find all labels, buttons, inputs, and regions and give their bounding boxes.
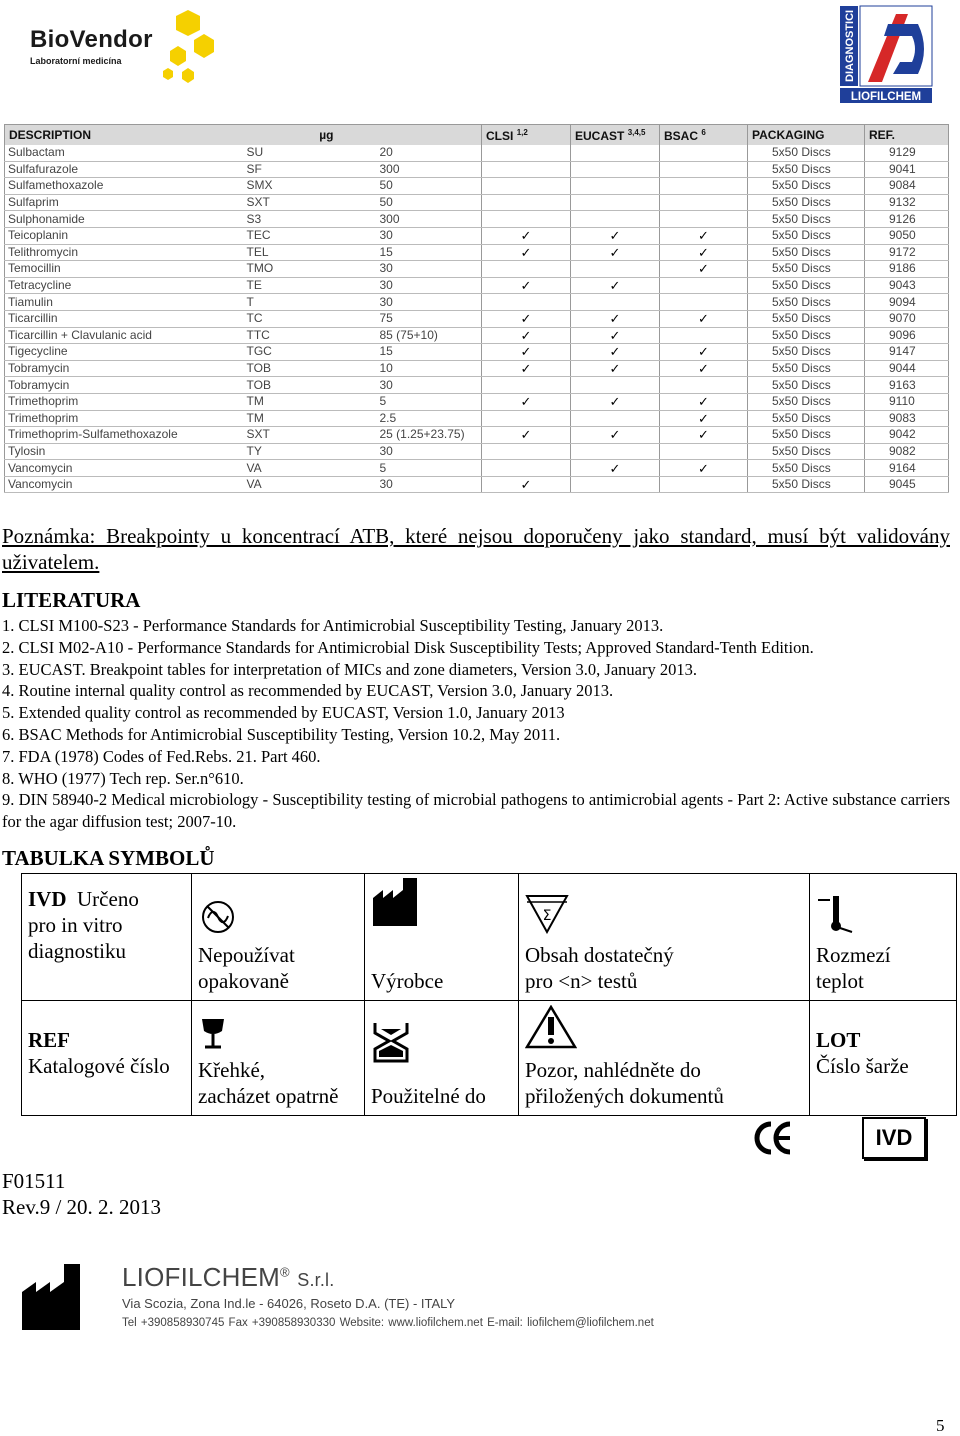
clsi-check: ✓ <box>482 327 571 344</box>
col-eucast: EUCAST $^{3,4,5}$ <box>571 125 660 146</box>
table-row <box>5 244 949 261</box>
eucast-check: ✓ <box>571 460 660 477</box>
product-name: Temocillin <box>5 261 241 278</box>
eucast-check <box>571 261 660 278</box>
literature-item: 6. BSAC Methods for Antimicrobial Susceptibility Testing, Version 10.2, May 2011. <box>2 724 561 744</box>
ref-number: 9045 <box>865 476 949 493</box>
warning-triangle-icon <box>525 1005 577 1049</box>
footer-company: LIOFILCHEM® S.r.l. <box>122 1262 335 1292</box>
product-name: Sulbactam <box>5 145 241 161</box>
product-ug: 75 <box>354 310 482 327</box>
literature-item: 2. CLSI M02-A10 - Performance Standards for Antimicrobial Disk Susceptibility Tests; Approved Standard-Tenth Edition. <box>2 637 814 657</box>
packaging: 5x50 Discs <box>748 277 865 294</box>
bsac-check: ✓ <box>660 227 748 244</box>
literature-item: 9. DIN 58940-2 Medical microbiology - Susceptibility testing of microbial pathogens to antimicrobial agents - Part 2: Active substance carriers for the agar diffusion test; 2007-10. <box>2 790 950 832</box>
table-row <box>5 360 949 377</box>
product-code: S3 <box>241 211 354 228</box>
clsi-check <box>482 178 571 195</box>
ref-number: 9132 <box>865 194 949 211</box>
ref-number: 9042 <box>865 427 949 444</box>
product-name: Sulfafurazole <box>5 161 241 178</box>
eucast-check <box>571 443 660 460</box>
product-name: Sulfaprim <box>5 194 241 211</box>
table-row <box>5 443 949 460</box>
bsac-check <box>660 294 748 311</box>
product-code: TM <box>241 393 354 410</box>
symbols-table <box>21 873 957 1116</box>
packaging: 5x50 Discs <box>748 227 865 244</box>
product-name: Telithromycin <box>5 244 241 261</box>
eucast-check <box>571 377 660 394</box>
product-ug: 30 <box>354 294 482 311</box>
bsac-check: ✓ <box>660 410 748 427</box>
col-ug: µg <box>241 125 354 146</box>
packaging: 5x50 Discs <box>748 460 865 477</box>
product-ug: 15 <box>354 344 482 361</box>
table-header-row <box>5 125 949 146</box>
bsac-check <box>660 194 748 211</box>
biovendor-logo <box>28 6 218 82</box>
product-code: TGC <box>241 344 354 361</box>
product-ug: 30 <box>354 377 482 394</box>
packaging: 5x50 Discs <box>748 476 865 493</box>
product-code: TC <box>241 310 354 327</box>
literature-item: 8. WHO (1977) Tech rep. Ser.n°610. <box>2 768 244 788</box>
clsi-check <box>482 145 571 161</box>
clsi-check: ✓ <box>482 393 571 410</box>
document-code <box>2 1168 161 1220</box>
eucast-check: ✓ <box>571 227 660 244</box>
eucast-check <box>571 211 660 228</box>
clsi-check: ✓ <box>482 310 571 327</box>
product-code: VA <box>241 476 354 493</box>
product-ug: 25 (1.25+23.75) <box>354 427 482 444</box>
biovendor-name: BioVendor <box>30 26 153 53</box>
product-code: TTC <box>241 327 354 344</box>
packaging: 5x50 Discs <box>748 443 865 460</box>
symbols-heading: TABULKA SYMBOLŮ <box>2 846 215 870</box>
bsac-check <box>660 277 748 294</box>
hourglass-icon <box>371 1021 411 1063</box>
bsac-check: ✓ <box>660 460 748 477</box>
bsac-check: ✓ <box>660 310 748 327</box>
bsac-check: ✓ <box>660 427 748 444</box>
eucast-check: ✓ <box>571 310 660 327</box>
product-code: TY <box>241 443 354 460</box>
table-row <box>5 377 949 394</box>
product-ug: 85 (75+10) <box>354 327 482 344</box>
product-name: Tobramycin <box>5 360 241 377</box>
ivd-mark: IVD <box>862 1117 926 1159</box>
footer-address: Via Scozia, Zona Ind.le - 64026, Roseto D.A. (TE) - ITALY <box>122 1296 456 1311</box>
literature-item: 5. Extended quality control as recommended by EUCAST, Version 1.0, January 2013 <box>2 703 565 723</box>
ref-number: 9096 <box>865 327 949 344</box>
packaging: 5x50 Discs <box>748 194 865 211</box>
eucast-check <box>571 476 660 493</box>
eucast-check: ✓ <box>571 393 660 410</box>
symbol-manufacturer: Výrobce <box>365 874 519 1001</box>
product-name: Trimethoprim <box>5 410 241 427</box>
bsac-check: ✓ <box>660 360 748 377</box>
product-ug: 30 <box>354 261 482 278</box>
ref-number: 9126 <box>865 211 949 228</box>
table-row <box>5 294 949 311</box>
col-ref: REF. <box>865 125 949 146</box>
literature-item: 1. CLSI M100-S23 - Performance Standards for Antimicrobial Susceptibility Testing, January 2013. <box>2 616 664 635</box>
product-ug: 30 <box>354 277 482 294</box>
literature-item: 3. EUCAST. Breakpoint tables for interpretation of MICs and zone diameters, Version 3.0, January 2013. <box>2 659 697 679</box>
symbol-no-reuse: Nepoužívat opakovaně <box>192 874 365 1001</box>
bsac-check: ✓ <box>660 261 748 278</box>
product-ug: 30 <box>354 476 482 493</box>
product-name: Trimethoprim-Sulfamethoxazole <box>5 427 241 444</box>
eucast-check <box>571 145 660 161</box>
packaging: 5x50 Discs <box>748 344 865 361</box>
ref-number: 9186 <box>865 261 949 278</box>
table-row <box>5 277 949 294</box>
product-ug: 300 <box>354 211 482 228</box>
packaging: 5x50 Discs <box>748 261 865 278</box>
product-code: TEC <box>241 227 354 244</box>
bsac-check: ✓ <box>660 244 748 261</box>
packaging: 5x50 Discs <box>748 310 865 327</box>
table-row <box>5 327 949 344</box>
product-name: Sulphonamide <box>5 211 241 228</box>
ref-number: 9050 <box>865 227 949 244</box>
product-name: Vancomycin <box>5 460 241 477</box>
symbol-temperature: Rozmezí teplot <box>810 874 957 1001</box>
ref-number: 9110 <box>865 393 949 410</box>
fragile-glass-icon <box>198 1017 228 1049</box>
ref-number: 9163 <box>865 377 949 394</box>
diagnostici-text: DIAGNOSTICI <box>844 9 856 82</box>
clsi-check <box>482 261 571 278</box>
table-row <box>5 178 949 195</box>
literature-item: 7. FDA (1978) Codes of Fed.Rebs. 21. Part 460. <box>2 746 321 766</box>
packaging: 5x50 Discs <box>748 393 865 410</box>
eucast-check: ✓ <box>571 344 660 361</box>
bsac-check <box>660 443 748 460</box>
product-code: TMO <box>241 261 354 278</box>
ref-number: 9043 <box>865 277 949 294</box>
product-ug: 10 <box>354 360 482 377</box>
product-ug: 30 <box>354 227 482 244</box>
clsi-check <box>482 443 571 460</box>
product-name: Tylosin <box>5 443 241 460</box>
product-ug: 30 <box>354 443 482 460</box>
packaging: 5x50 Discs <box>748 360 865 377</box>
ref-number: 9147 <box>865 344 949 361</box>
symbol-contains-tests: Σ Obsah dostatečný pro <n> testů <box>519 874 810 1001</box>
eucast-check <box>571 161 660 178</box>
product-ug: 20 <box>354 145 482 161</box>
product-ug: 50 <box>354 194 482 211</box>
col-clsi: CLSI $^{1,2}$ <box>482 125 571 146</box>
clsi-check <box>482 410 571 427</box>
table-row <box>5 476 949 493</box>
biovendor-subtitle: Laboratorní medicína <box>30 56 122 66</box>
clsi-check <box>482 377 571 394</box>
bsac-check <box>660 161 748 178</box>
eucast-check <box>571 194 660 211</box>
do-not-reuse-icon <box>198 900 238 934</box>
packaging: 5x50 Discs <box>748 178 865 195</box>
ref-number: 9082 <box>865 443 949 460</box>
bsac-check <box>660 327 748 344</box>
clsi-check <box>482 460 571 477</box>
product-name: Trimethoprim <box>5 393 241 410</box>
symbol-lot: LOT Číslo šarže <box>810 1001 957 1116</box>
product-ug: 5 <box>354 460 482 477</box>
product-ug: 5 <box>354 393 482 410</box>
packaging: 5x50 Discs <box>748 244 865 261</box>
manufacturer-icon <box>371 878 421 928</box>
symbol-fragile: Křehké, zacházet opatrně <box>192 1001 365 1116</box>
eucast-check <box>571 410 660 427</box>
ref-number: 9083 <box>865 410 949 427</box>
table-row <box>5 261 949 278</box>
eucast-check <box>571 294 660 311</box>
packaging: 5x50 Discs <box>748 211 865 228</box>
product-name: Vancomycin <box>5 476 241 493</box>
bsac-check <box>660 211 748 228</box>
doc-code: F01511 <box>2 1169 66 1193</box>
packaging: 5x50 Discs <box>748 327 865 344</box>
clsi-check: ✓ <box>482 427 571 444</box>
clsi-check: ✓ <box>482 360 571 377</box>
ref-number: 9041 <box>865 161 949 178</box>
clsi-check <box>482 194 571 211</box>
clsi-check <box>482 294 571 311</box>
sigma-triangle-icon <box>525 894 569 934</box>
literature-heading: LITERATURA <box>2 588 141 612</box>
table-row <box>5 460 949 477</box>
bsac-check <box>660 178 748 195</box>
table-row <box>5 211 949 228</box>
product-code: TOB <box>241 377 354 394</box>
bsac-check: ✓ <box>660 344 748 361</box>
bsac-check <box>660 145 748 161</box>
eucast-check: ✓ <box>571 277 660 294</box>
clsi-check: ✓ <box>482 244 571 261</box>
liofilchem-logo-text: LIOFILCHEM <box>850 91 922 103</box>
product-name: Sulfamethoxazole <box>5 178 241 195</box>
manufacturer-icon <box>20 1262 82 1332</box>
packaging: 5x50 Discs <box>748 410 865 427</box>
col-packaging: PACKAGING <box>748 125 865 146</box>
product-code: TEL <box>241 244 354 261</box>
ref-number: 9172 <box>865 244 949 261</box>
table-row <box>5 194 949 211</box>
bsac-check <box>660 476 748 493</box>
product-code: T <box>241 294 354 311</box>
bsac-check: ✓ <box>660 393 748 410</box>
sigma-text: Σ <box>542 908 552 924</box>
ref-number: 9129 <box>865 145 949 161</box>
product-code: SXT <box>241 427 354 444</box>
eucast-check: ✓ <box>571 427 660 444</box>
product-name: Ticarcillin + Clavulanic acid <box>5 327 241 344</box>
ref-number: 9070 <box>865 310 949 327</box>
product-code: TM <box>241 410 354 427</box>
temperature-limit-icon <box>816 894 856 934</box>
product-name: Teicoplanin <box>5 227 241 244</box>
liofilchem-logo <box>838 4 934 104</box>
clsi-check <box>482 211 571 228</box>
symbol-ivd: IVD Určeno pro in vitro diagnostiku <box>22 874 192 1001</box>
table-row <box>5 145 949 161</box>
clsi-check: ✓ <box>482 476 571 493</box>
product-ug: 50 <box>354 178 482 195</box>
table-row <box>5 161 949 178</box>
product-name: Tiamulin <box>5 294 241 311</box>
ref-number: 9164 <box>865 460 949 477</box>
symbol-ref: REF Katalogové číslo <box>22 1001 192 1116</box>
eucast-check: ✓ <box>571 327 660 344</box>
product-ug: 15 <box>354 244 482 261</box>
table-row <box>5 410 949 427</box>
product-name: Ticarcillin <box>5 310 241 327</box>
literature-item: 4. Routine internal quality control as recommended by EUCAST, Version 3.0, January 2013. <box>2 681 614 701</box>
product-ug: 2.5 <box>354 410 482 427</box>
col-description: DESCRIPTION <box>5 125 241 146</box>
product-ug: 300 <box>354 161 482 178</box>
ref-number: 9044 <box>865 360 949 377</box>
ref-number: 9094 <box>865 294 949 311</box>
literature-list <box>2 615 950 833</box>
product-name: Tetracycline <box>5 277 241 294</box>
product-code: TE <box>241 277 354 294</box>
clsi-check <box>482 161 571 178</box>
table-row <box>5 393 949 410</box>
product-code: TOB <box>241 360 354 377</box>
symbol-caution: Pozor, nahlédněte do přiložených dokumentů <box>519 1001 810 1116</box>
product-name: Tobramycin <box>5 377 241 394</box>
eucast-check: ✓ <box>571 244 660 261</box>
eucast-check: ✓ <box>571 360 660 377</box>
revision: Rev.9 / 20. 2. 2013 <box>2 1195 162 1219</box>
packaging: 5x50 Discs <box>748 145 865 161</box>
col-bsac: BSAC $^6$ <box>660 125 748 146</box>
product-code: SF <box>241 161 354 178</box>
eucast-check <box>571 178 660 195</box>
clsi-check: ✓ <box>482 227 571 244</box>
ref-number: 9084 <box>865 178 949 195</box>
product-table <box>4 124 949 493</box>
page-number: 5 <box>936 1416 945 1435</box>
clsi-check: ✓ <box>482 344 571 361</box>
ce-mark-icon <box>752 1118 794 1158</box>
product-code: SU <box>241 145 354 161</box>
note-text: Poznámka: Breakpointy u koncentrací ATB, které nejsou doporučeny jako standard, musí být validovány uživatelem. <box>2 524 950 574</box>
product-code: SMX <box>241 178 354 195</box>
bsac-check <box>660 377 748 394</box>
packaging: 5x50 Discs <box>748 427 865 444</box>
packaging: 5x50 Discs <box>748 377 865 394</box>
packaging: 5x50 Discs <box>748 161 865 178</box>
product-code: VA <box>241 460 354 477</box>
table-row <box>5 227 949 244</box>
product-code: SXT <box>241 194 354 211</box>
packaging: 5x50 Discs <box>748 294 865 311</box>
symbol-use-by: Použitelné do <box>365 1001 519 1116</box>
table-row <box>5 427 949 444</box>
product-name: Tigecycline <box>5 344 241 361</box>
table-row <box>5 344 949 361</box>
clsi-check: ✓ <box>482 277 571 294</box>
footer-contact: Tel +390858930745 Fax +390858930330 Website: www.liofilchem.net E-mail: liofilchem@liofilchem.net <box>122 1317 654 1329</box>
table-row <box>5 310 949 327</box>
